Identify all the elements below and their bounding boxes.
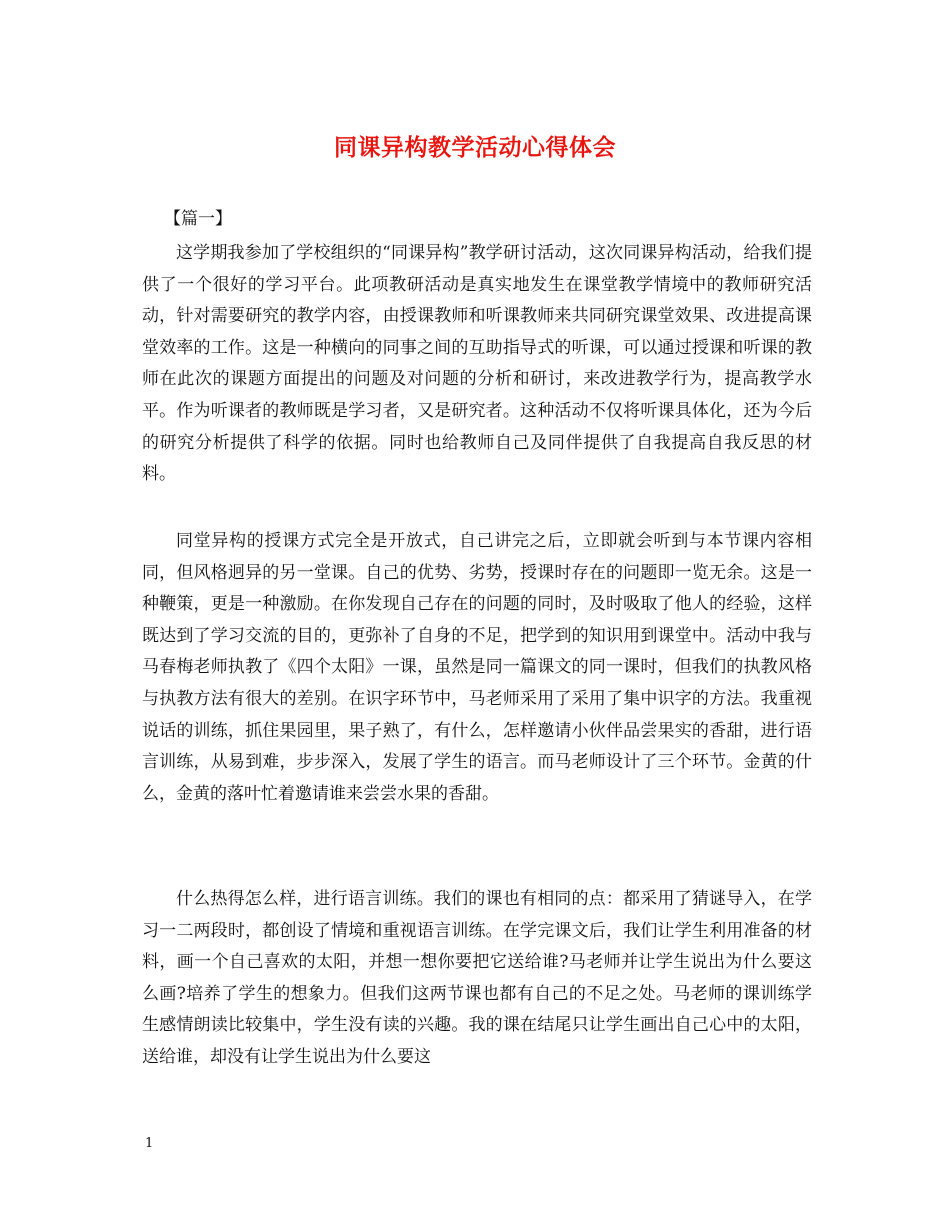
paragraph-3: 什么热得怎么样，进行语言训练。我们的课也有相同的点：都采用了猜谜导入，在学习一二两段时，都创设了情境和重视语言训练。在学完课文后，我们让学生利用准备的材料，画一个自己喜欢的太阳，并想一想你要把它送给谁?马老师并让学生说出为什么要这么画?培养了学生的想象力。但我们这两节课也都有自己的不足之处。马老师的课训练学生感情朗读比较集中，学生没有读的兴趣。我的课在结尾只让学生画出自己心中的太阳，送给谁，却没有让学生说出为什么要这 (142, 889, 812, 1067)
section-label: 【篇一】 (164, 209, 232, 229)
paragraph-1: 这学期我参加了学校组织的“同课异构”教学研讨活动，这次同课异构活动，给我们提供了一个很好的学习平台。此项教研活动是真实地发生在课堂教学情境中的教师研究活动，针对需要研究的教学内容，由授课教师和听课教师来共同研究课堂效果、改进提高课堂效率的工作。这是一种横向的同事之间的互助指导式的听课，可以通过授课和听课的教师在此次的课题方面提出的问题及对问题的分析和研讨，来改进教学行为，提高教学水平。作为听课者的教师既是学习者，又是研究者。这种活动不仅将听课具体化，还为今后的研究分析提供了科学的依据。同时也给教师自己及同伴提供了自我提高自我反思的材料。 (142, 243, 812, 485)
document-title: 同课异构教学活动心得体会 (334, 134, 616, 161)
paragraph-2: 同堂异构的授课方式完全是开放式，自己讲完之后，立即就会听到与本节课内容相同，但风格迥异的另一堂课。自己的优势、劣势，授课时存在的问题即一览无余。这是一种鞭策，更是一种激励。在你发现自己存在的问题的同时，及时吸取了他人的经验，这样既达到了学习交流的目的，更弥补了自身的不足，把学到的知识用到课堂中。活动中我与马春梅老师执教了《四个太阳》一课，虽然是同一篇课文的同一课时，但我们的执教风格与执教方法有很大的差别。在识字环节中，马老师采用了采用了集中识字的方法。我重视说话的训练，抓住果园里，果子熟了，有什么，怎样邀请小伙伴品尝果实的香甜，进行语言训练，从易到难，步步深入，发展了学生的语言。而马老师设计了三个环节。金黄的什么，金黄的落叶忙着邀请谁来尝尝水果的香甜。 (142, 531, 812, 804)
page-number: 1 (145, 1136, 154, 1151)
